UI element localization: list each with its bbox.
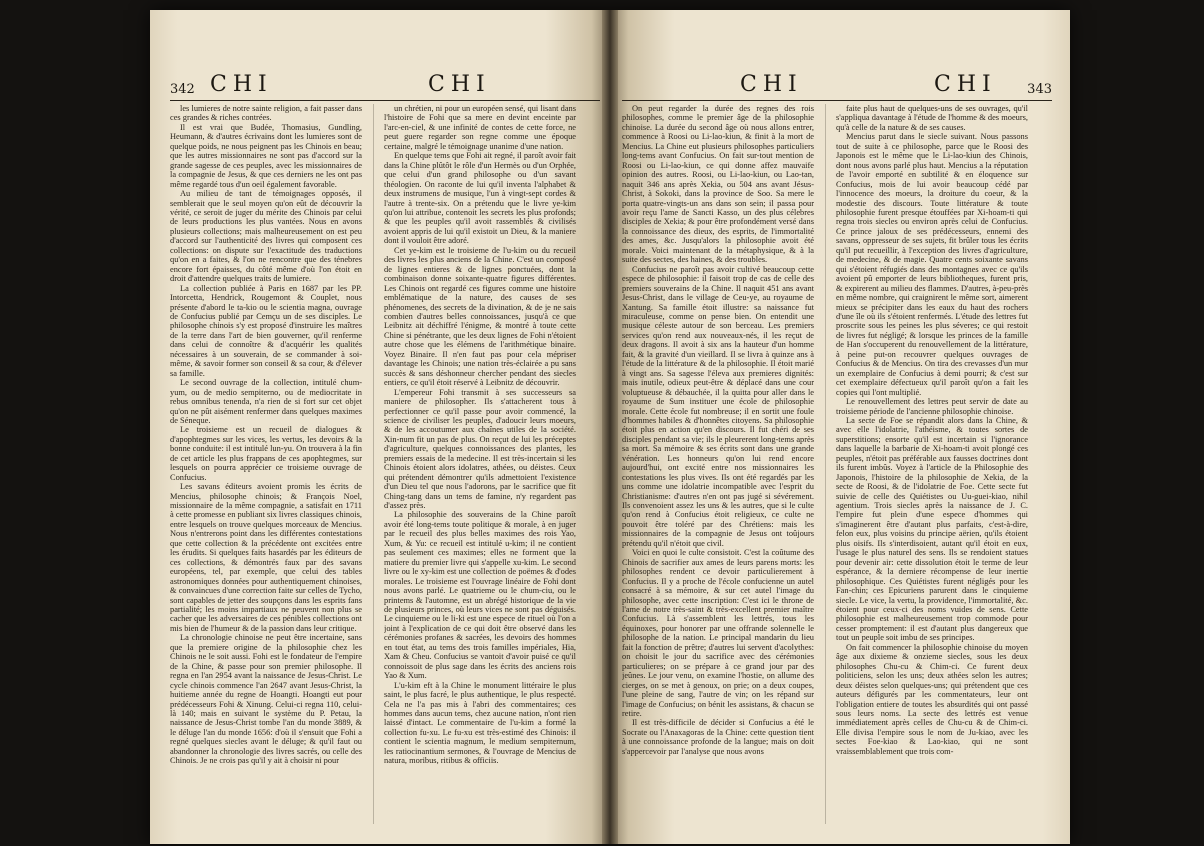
paragraph: Il est très-difficile de décider si Confucius a été le Socrate ou l'Anaxagoras de la Chine: cette question tient à une connoissance profonde de la langue; mais on doit s'appercevoir par l'analyse que nous avons	[622, 718, 814, 756]
paragraph: les lumieres de notre sainte religion, a fait passer dans ces grandes & riches contrées.	[170, 104, 362, 123]
column-divider	[825, 104, 826, 824]
running-head: CHI	[210, 72, 273, 97]
paragraph: L'u-kim eft à la Chine le monument littéraire le plus saint, le plus facré, le plus authentique, le plus respecté. Cela ne l'a pas mis à l'abri des commentaires; ces hommes dans aucun tems, chez aucune nation, n'ont rien laissé d'intact. Le commentaire de l'u-kim a formé la collection fu-xu. Le fu-xu est très-estimé des Chinois: il contient le scientia magnum, le medium sempiternum, les ratiocinantium sermones, & l'ouvrage de Mencius de natura, moribus, ritibus & officiis.	[384, 680, 576, 766]
open-book	[150, 10, 1070, 844]
book-gutter	[602, 10, 618, 844]
paragraph: Le second ouvrage de la collection, intitulé chum-yum, ou de medio sempiterno, ou de mediocritate in rebus omnibus tenenda, n'a rien de si fort sur cet objet qu'on ne pût aisément renfermer dans quelques maximes de Séneque.	[170, 378, 362, 425]
paragraph: En quelque tems que Fohi ait regné, il paroît avoir fait dans la Chine plûtôt le rôle d'un Hermès ou d'un Orphée, que celui d'un grand philosophe ou d'un savant théologien. On raconte de lui qu'il inventa l'alphabet & deux instrumens de musique, l'un à vingt-sept cordes & l'autre à trente-six. On a prétendu que le livre ye-kim qu'on lui attribue, contenoit les secrets les plus profonds; & que les peuples qu'il avoit rassemblés & civilisés avoient appris de lui qu'il existoit un Dieu, & la maniere dont il vouloit être adoré.	[384, 151, 576, 246]
paragraph: Le renouvellement des lettres peut servir de date au troisieme période de l'ancienne philosophie chinoise.	[836, 397, 1028, 416]
paragraph: Le troisieme est un recueil de dialogues & d'apophtegmes sur les vices, les vertus, les devoirs & la bonne conduite: il est intitulé lun-yu. On trouvera à la fin de cet article les plus frappans de ces apophtegmes, sur lesquels on pourra apprécier ce troisieme ouvrage de Confucius.	[170, 425, 362, 482]
header-rule	[622, 100, 1052, 101]
paragraph: Il est vrai que Budée, Thomasius, Gundling, Heumann, & d'autres écrivains dont les lumieres sont de quelque poids, ne nous peignent pas les Chinois en beau; que les autres missionnaires ne sont pas d'accord sur la grande sagesse de ces peuples, avec les missionnaires de la compagnie de Jesus, & que ces derniers ne les ont pas même regardé tous d'un oeil également favorable.	[170, 122, 362, 189]
running-head: CHI	[740, 72, 803, 97]
paragraph: La philosophie des souverains de la Chine paroît avoir été long-tems toute politique & morale, à en juger par le recueil des plus belles maximes des rois Yao, Xum, & Yu: ce recueil est intitulé u-kim; il ne contient pas seulement ces maximes; elles ne forment que la matiere du premier livre qui s'appelle xu-kim. Le second livre ou le xy-kim est une collection de poëmes & d'odes morales. Le troisieme est l'ouvrage linéaire de Fohi dont nous avons parlé. Le quatrieme ou le chum-ciu, ou le printems & l'automne, est un abrégé historique de la vie de plusieurs princes, où leurs vices ne sont pas déguisés. Le cinquieme ou le li-ki est une espece de rituel où l'on a joint à l'explication de ce qui doit être observé dans les cérémonies profanes & sacrées, les devoirs des hommes en tout état, au tems des trois familles impériales, Hia, Xam & Cheu. Confucius se vantoit d'avoir puisé ce qu'il connoissoit de plus sage dans les écrits des anciens rois Yao & Xum.	[384, 510, 576, 681]
paragraph: Au milieu de tant de témoignages opposés, il semblerait que le seul moyen qu'on eût de découvrir la vérité, ce seroit de juger du mérite des Chinois par celui de leurs productions les plus vantées. Nous en avons plusieurs collections; mais malheureusement on est peu d'accord sur l'authenticité des livres qui composent ces collections: on dispute sur l'exactitude des traductions qu'on en a faites, & l'on ne rencontre que des ténebres encore fort épaisses, du côté même d'où l'on étoit en droit d'attendre quelques traits de lumiere.	[170, 189, 362, 284]
paragraph: On fait commencer la philosophie chinoise du moyen âge aux dixieme & onzieme siecles, sous les deux philosophes Chu-cu & Chim-ci. Ce furent deux politiciens, selon les uns; deux athées selon les autres; deux déistes selon quelques-uns; qui prétendent que ces auteurs défigurés par les commentateurs, leur ont l'obligation entiere de toutes les absurdités qui ont passé sous leurs noms. La secte des lettrés est venue immédiatement après celles de Chu-cu & de Chim-ci. Elle divisa l'empire sous le nom de Ju-kiao, avec les sectes Foe-kiao & Lao-kiao, qui ne sont vraissemblablement que trois com-	[836, 642, 1028, 756]
running-head: CHI	[934, 72, 997, 97]
running-head: CHI	[428, 72, 491, 97]
left-page-header	[170, 64, 600, 98]
paragraph: La collection publiée à Paris en 1687 par les PP. Intorcetta, Hendrick, Rougemont & Couplet, nous présente d'abord le ta-kio ou le scientia magna, ouvrage de Confucius publié par Cemçu un de ses disciples. Le philosophe chinois s'y est proposé d'instruire les maîtres de la terre dans l'art de bien gouverner, qu'il renferme dans celui de connoître & d'acquérir les qualités nécessaires à un souverain, de se commander à soi-même, & savoir former son conseil & sa cour, & d'élever sa famille.	[170, 283, 362, 378]
text-column-right-2	[836, 104, 1028, 834]
paragraph: La secte de Foe se répandit alors dans la Chine, & avec elle l'idolatrie, l'athéisme, & toutes sortes de superstitions; ensorte qu'il est incertain si l'ignorance dans laquelle la barbarie de Xi-hoam-ti avoit plongé ces peuples, n'étoit pas préférable aux fausses doctrines dont ils furent imbûs. Voyez à l'article de la Philosophie des Japonois, l'histoire de la philosophie de Xekia, de la secte de Roosi, & de l'idolatrie de Foe. Cette secte fut suivie de celle des Quiétistes ou Uu-guei-kiao, nihil agentium. Trois siecles après la naissance de J. C. l'empire fut plein d'une espece d'hommes qui s'imaginerent être d'autant plus parfaits, c'est-à-dire, felon eux, plus voisins du principe aërien, qu'ils étoient plus oisifs. Ils s'interdisoient, autant qu'il étoit en eux, l'usage le plus naturel des sens. Ils se rendoient statues pour devenir air: cette dissolution étoit le terme de leur espérance, & la derniere récompense de leur inertie philosophique. Ces Quiétistes furent négligés pour les Fan-chin; ces Epicuriens parurent dans le cinquieme siecle. Le vice, la vertu, la providence, l'immortalité, &c. étoient pour ceux-ci des noms vuides de sens. Cette philosophie est malheureusement trop commode pour cesser promptement: il est d'autant plus dangereux que tout un peuple soit imbu de ses principes.	[836, 415, 1028, 643]
paragraph: Mencius parut dans le siecle suivant. Nous passons tout de suite à ce philosophe, parce que le Roosi des Japonois est le même que le Li-lao-kiun des Chinois, dont nous avons parlé plus haut. Mencius a la réputation de l'avoir emporté en subtilité & en éloquence sur Confucius, mois de lui avoir beaucoup cédé par l'innocence des moeurs, la droiture du coeur, & la modestie des discours. Toute littérature & toute philosophie furent presque étouffées par Xi-hoam-ti qui regna trois siecles ou environ après celui de Confucius. Ce prince jaloux de ses prédécesseurs, ennemi des savans, oppresseur de ses sujets, fit brûler tous les écrits qu'il put recueillir, à l'exception des livres d'agriculture, de medecine, & de magie. Quatre cents soixante savans qui s'étoient réfugiés dans des montagnes avec ce qu'ils avoient pû emporter de leurs bibliotheques, furent pris, & expirerent au milieu des flammes. D'autres, à-peu-près en même nombre, qui craignirent le même sort, aimerent mieux se précipiter dans les eaux du haut des rochers d'une île où ils s'étoient renfermés. L'étude des lettres fut proscrite sous les peines les plus séveres; ce qui restoit de livres fut négligé; & lorsque les princes de la famille de Han s'occuperent du renouvellement de la littérature, à peine put-on recouvrer quelques ouvrages de Confucius & de Mencius. On tira des crevasses d'un mur un exemplaire de Confucius à demi pourri; & c'est sur cet exemplaire défectueux qu'il paroît qu'on a fait les copies qui l'ont multiplié.	[836, 132, 1028, 397]
text-column-right-1	[622, 104, 814, 834]
text-column-left-2	[384, 104, 576, 834]
right-page	[610, 10, 1070, 844]
paragraph: un chrétien, ni pour un européen sensé, qui lisant dans l'histoire de Fohi que sa mere en devint enceinte par l'arc-en-ciel, & une infinité de contes de cette force, ne peut guere regarder son regne comme une époque certaine, malgré le témoignage unanime d'une nation.	[384, 104, 576, 151]
paragraph: Confucius ne paroît pas avoir cultivé beaucoup cette espece de philosophie: il faisoit trop de cas de celle des premiers souverains de la Chine. Il naquit 451 ans avant Jesus-Christ, dans le village de Ceu-ye, au royaume de Xantung. Sa famille étoit illustre: sa naissance fut miraculeuse, comme on pense bien. On entendit une musique céleste autour de son berceau. Les premiers services qu'on rend aux nouveaux-nés, il les reçut de deux dragons. Il avoit à six ans la hauteur d'un homme fait, & la gravité d'un vieillard. Il se livra à quinze ans à l'étude de la littérature & de la philosophie. Il étoit marié à vingt ans. Sa sagesse l'éleva aux premieres dignités: mais inutile, odieux peut-être & déplacé dans une cour voluptueuse & débauchée, il la quitta pour aller dans le royaume de Sum instituer une école de philosophie morale. Cette école fut nombreuse; il en sortit une foule d'hommes habiles & d'honnêtes citoyens. Sa philosophie étoit plus en action qu'en discours. Il fut chéri de ses disciples pendant sa vie; ils le pleurerent long-tems après sa mort. Sa mémoire & ses écrits sont dans une grande vénération. Les honneurs qu'on lui rend encore aujourd'hui, ont excité entre nos missionnaires les contestations les plus vives. Ils ont été regardés par les uns comme une idolatrie incompatible avec l'esprit du Christianisme: d'autres n'en ont pas jugé si sévérement. Ils convenoient assez les uns & les autres, que si le culte qu'on rend à Confucius étoit religieux, ce culte ne pouvoit être toléré par des Chrétiens: mais les missionnaires de la compagnie de Jesus ont toûjours prétendu qu'il n'étoit que civil.	[622, 264, 814, 548]
page-number: 343	[1027, 82, 1052, 97]
paragraph: La chronologie chinoise ne peut être incertaine, sans que la premiere origine de la philosophie chez les Chinois ne le soit aussi. Fohi est le fondateur de l'empire de la Chine, & passe pour son premier philosophe. Il regna en l'an 2954 avant la naissance de Jesus-Christ. Le cycle chinois commence l'an 2647 avant Jesus-Christ, la huitieme année du regne de Hoangti. Hoangti eut pour prédécesseurs Fohi & Xinung. Celui-ci regna 110, celui-là 140; mais en suivant le système du P. Petau, la naissance de Jesus-Christ tombe l'an du monde 3889, & le déluge l'an du monde 1656: d'où il s'ensuit que Fohi a regné quelques siecles avant le déluge; & qu'il faut ou abandonner la chronologie des livres sacrés, ou celle des Chinois. Je ne crois pas qu'il y ait à choisir ni pour	[170, 633, 362, 766]
paragraph: faite plus haut de quelques-uns de ses ouvrages, qu'il s'appliqua davantage à l'étude de l'homme & des moeurs, qu'à celle de la nature & de ses causes.	[836, 104, 1028, 132]
header-rule	[170, 100, 600, 101]
page-number: 342	[170, 82, 195, 97]
paragraph: L'empereur Fohi transmit à ses successeurs sa maniere de philosopher. Ils s'attacherent tous à perfectionner ce qu'il passe pour avoir commencé, la science de civiliser les peuples, d'adoucir leurs moeurs, & de les accoutumer aux chaînes utiles de la société. Xin-num fit un pas de plus. On reçut de lui les préceptes d'agriculture, quelques connoissances des plantes, les premiers essais de la medecine. Il est très-incertain si les Chinois étoient alors idolatres, athées, ou déistes. Ceux qui prétendent démontrer qu'ils admettoient l'existence d'un Dieu tel que nous l'adorons, par le sacrifice que fit Ching-tang dans un tems de famine, n'y regardent pas d'assez près.	[384, 387, 576, 511]
column-divider	[373, 104, 374, 824]
left-page	[150, 10, 610, 844]
text-column-left-1	[170, 104, 362, 834]
paragraph: Voici en quoi le culte consistoit. C'est la coûtume des Chinois de sacrifier aux ames de leurs parens morts: les philosophes rendent ce devoir particulierement à Confucius. Il y a proche de l'école confucienne un autel consacré à sa mémoire, & sur cet autel l'image du philosophe, avec cette inscription: C'est ici le throne de l'ame de notre très-saint & très-excellent premier maître Confucius. Là s'assemblent les lettrés, tous les équinoxes, pour honorer par une offrande solennelle le philosophe de la nation. Le principal mandarin du lieu fait la fonction de prêtre; d'autres lui servent d'acolythes: on choisit le jour du sacrifice avec des cérémonies particulieres; on se prépare à ce grand jour par des jeûnes. Le jour venu, on examine l'hostie, on allume des cierges, on se met à genoux, on prie; on a deux coupes, l'une pleine de sang, l'autre de vin; on les répand sur l'image de Confucius; on bénit les assistans, & chacun se retire.	[622, 548, 814, 718]
paragraph: Les savans éditeurs avoient promis les écrits de Mencius, philosophe chinois; & François Noel, missionnaire de la même compagnie, a satisfait en 1711 à cette promesse en publiant six livres classiques chinois, entre lesquels on trouve quelques morceaux de Mencius. Nous n'entrerons point dans les différentes contestations que cette collection & la précédente ont excitées entre les érudits. Si quelques faits hasardés par les éditeurs de ces collections, & démontrés faux par des savans européens, tel, par exemple, que celui des tables astronomiques données pour authentiquement chinoises, & convaincues d'une correction faite sur celles de Tycho, sont capables de jetter des soupçons dans les esprits fans partialité; les moins impartiaux ne peuvent non plus se cacher que les adversaires de ces pénibles collections ont mis bien de l'humeur & de la passion dans leur critique.	[170, 482, 362, 633]
right-page-header	[622, 64, 1052, 98]
paragraph: Cet ye-kim est le troisieme de l'u-kim ou du recueil des livres les plus anciens de la Chine. C'est un composé de lignes entieres & de lignes ponctuées, dont la combinaison donne soixante-quatre figures différentes. Les Chinois ont regardé ces figures comme une histoire emblématique de la nature, des causes de ses phénomenes, des secrets de la divination, & de je ne sais combien d'autres belles connoissances, jusqu'à ce que Leibnitz ait déchiffré l'énigme, & montré à toute cette Chine si pénétrante, que les deux lignes de Fohi n'étoient autre chose que les élémens de l'arithmétique binaire. Voyez Binaire. Il n'en faut pas pour cela mépriser davantage les Chinois; une nation très-éclairée a pu sans succès & sans déshonneur chercher pendant des siecles entiers, ce qu'il étoit réservé à Leibnitz de découvrir.	[384, 245, 576, 388]
paragraph: On peut regarder la durée des regnes des rois philosophes, comme le premier âge de la philosophie chinoise. La durée du second âge où nous allons entrer, commence à Roosi ou Li-lao-kiun, & finit à la mort de Mencius. La Chine eut plusieurs philosophes particuliers long-tems avant Confucius. On fait sur-tout mention de Roosi ou Li-lao-kiun, ce qui donne affez mauvaife opinion des autres. Roosi, ou Li-lao-kiun, ou Lao-tan, naquit 346 ans après Xekia, ou 504 ans avant Jésus-Christ, à Sokoki, dans la province de Soo. Sa mere le porta quatre-vingts-un ans dans son sein; il passa pour avoir reçu l'ame de Sancti Kasso, un des plus célebres disciples de Xekia; & pour être profondément versé dans la connoissance des dieux, des esprits, de l'immortalité des ames, &c. Jusqu'alors la philosophie avoit été morale. Voici maintenant de la métaphysique, & à la suite des sectes, des haines, & des troubles.	[622, 104, 814, 265]
